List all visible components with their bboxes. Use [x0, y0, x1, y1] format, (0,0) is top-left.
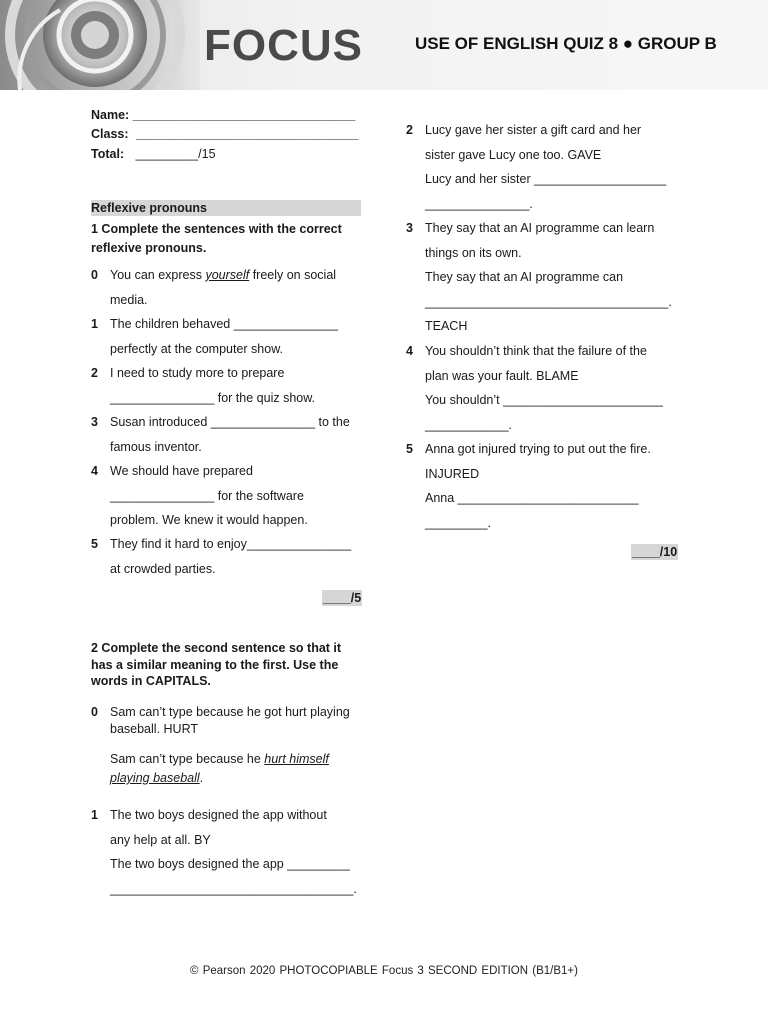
example-answer: playing baseball: [110, 771, 200, 785]
answer-blank[interactable]: The two boys designed the app _________: [110, 857, 350, 871]
answer-blank[interactable]: ___________________________________.: [110, 881, 357, 896]
section2-score: ____/10: [632, 545, 678, 559]
example-answer: hurt himself: [264, 752, 329, 766]
item-number: 2: [91, 366, 98, 380]
section-heading-reflexive: Reflexive pronouns: [91, 200, 361, 216]
page-header: [0, 0, 768, 90]
class-label: Class:: [91, 127, 129, 141]
item-number: 3: [406, 221, 413, 235]
item-number: 4: [406, 344, 413, 358]
answer-blank[interactable]: Lucy and her sister ___________________: [425, 172, 667, 186]
section2-instruction: 2 Complete the second sentence so that it has a similar meaning to the first. Use the words in CAPITALS.: [91, 641, 342, 688]
list-item: 3 They say that an AI programme can learn things on its own. They say that an AI programme can ___________________________________. TEACH: [406, 216, 696, 339]
answer-blank[interactable]: _________.: [425, 515, 492, 530]
total-field[interactable]: _________/15: [135, 147, 216, 161]
list-item: 4 We should have prepared _______________ for the software problem. We knew it would happen.: [91, 459, 366, 533]
item-number: 5: [406, 442, 413, 456]
item-number: 3: [91, 415, 98, 429]
class-field[interactable]: ________________________________: [136, 127, 359, 141]
list-item: 1 The children behaved _______________ perfectly at the computer show.: [91, 312, 366, 361]
answer-blank[interactable]: _______________ for the quiz show.: [110, 390, 316, 405]
item-number: 1: [91, 317, 98, 331]
page-footer: © Pearson 2020 PHOTOCOPIABLE Focus 3 SECOND EDITION (B1/B1+): [190, 965, 578, 977]
answer-blank[interactable]: ____________.: [425, 417, 512, 432]
example-item: 0 Sam can’t type because he got hurt playing baseball. HURT Sam can’t type because he hurt himself playing baseball.: [91, 705, 350, 785]
list-item: 0 You can express yourself freely on social media.: [91, 263, 366, 312]
name-field[interactable]: ________________________________: [132, 108, 356, 122]
answer-blank[interactable]: ___________________________________.: [425, 294, 672, 309]
item-number: 5: [91, 537, 98, 551]
item-number: 0: [91, 705, 98, 719]
answer-blank[interactable]: The children behaved _______________: [110, 317, 338, 331]
focus-lens-logo-art: [0, 0, 200, 90]
list-item: 4 You shouldn’t think that the failure of the plan was your fault. BLAME You shouldn’t _______________________ ____________.: [406, 339, 696, 437]
total-label: Total:: [91, 147, 125, 161]
item-number: 2: [406, 123, 413, 137]
answer-blank[interactable]: _______________ for the software: [110, 488, 304, 503]
list-item: 3 Susan introduced _______________ to the famous inventor.: [91, 410, 366, 459]
quiz-title: USE OF ENGLISH QUIZ 8 ● GROUP B: [415, 34, 717, 53]
class-row: [91, 127, 358, 141]
name-label: Name:: [91, 108, 130, 122]
item-number: 0: [91, 268, 98, 282]
item-number: 4: [91, 464, 98, 478]
answer-blank[interactable]: _______________.: [425, 196, 533, 211]
answer-blank[interactable]: Susan introduced _______________ to the: [110, 415, 350, 429]
list-item: 5 Anna got injured trying to put out the fire. INJURED Anna __________________________ _________.: [406, 437, 696, 535]
answer-blank[interactable]: Anna __________________________: [425, 491, 639, 505]
list-item: 2 I need to study more to prepare _______________ for the quiz show.: [91, 361, 366, 410]
answer-blank[interactable]: They find it hard to enjoy_______________: [110, 537, 352, 551]
name-row: [91, 108, 355, 122]
list-item: 5 They find it hard to enjoy_______________ at crowded parties.: [91, 532, 366, 581]
section1-score: ____/5: [323, 591, 362, 605]
list-item: 2 Lucy gave her sister a gift card and her sister gave Lucy one too. GAVE Lucy and her sister ___________________ _______________.: [406, 118, 696, 216]
total-row: [91, 147, 216, 161]
section1-instruction: 1 Complete the sentences with the correct reflexive pronouns.: [91, 222, 342, 255]
brand-logo: FOCUS: [204, 21, 363, 70]
answer-blank[interactable]: You shouldn’t _______________________: [425, 393, 663, 407]
example-answer: yourself: [205, 268, 250, 282]
item-number: 1: [91, 808, 98, 822]
list-item: 1 The two boys designed the app without any help at all. BY The two boys designed the app _________ ___________________________________.: [91, 803, 366, 901]
item-text: You can express: [110, 268, 206, 282]
